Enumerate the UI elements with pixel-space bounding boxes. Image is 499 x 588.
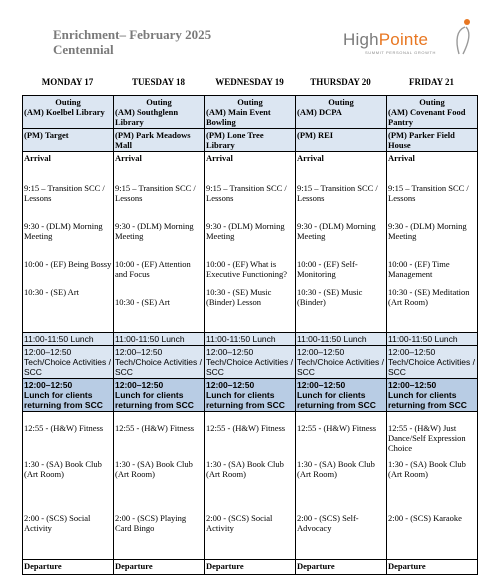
departure-cell: Departure	[23, 560, 114, 575]
morning-cell-thursday: Arrival 9:15 – Transition SCC / Lessons 9:30 - (DLM) Morning Meeting 10:00 - (EF) Self-Monitoring 10:30 - (SE) Music (Binder)	[296, 152, 387, 333]
tech-choice-cell: 12:00–12:50 Tech/Choice Activities / SCC	[23, 346, 114, 379]
pm-outing-cell: (PM) Target	[23, 129, 114, 152]
scc-lunch-cell: 12:00–12:50 Lunch for clients returning from SCC	[114, 379, 205, 412]
afternoon-block-row	[23, 412, 478, 560]
scc-lunch-row	[23, 379, 478, 412]
afternoon-cell-tuesday: 12:55 - (H&W) Fitness 1:30 - (SA) Book Club (Art Room) 2:00 - (SCS) Playing Card Bingo	[114, 412, 205, 560]
tech-choice-cell: 12:00–12:50 Tech/Choice Activities / SCC	[387, 346, 478, 379]
afternoon-cell-wednesday: 12:55 - (H&W) Fitness 1:30 - (SA) Book Club (Art Room) 2:00 - (SCS) Social Activity	[205, 412, 296, 560]
departure-row	[23, 560, 478, 575]
logo-wordmark: HighPointe	[343, 30, 429, 49]
morning-cell-friday: Arrival 9:15 – Transition SCC / Lessons 9:30 - (DLM) Morning Meeting 10:00 - (EF) Time Management 10:30 - (SE) Meditation (Art Room)	[387, 152, 478, 333]
am-outing-cell: Outing (AM) Koelbel Library	[23, 96, 114, 129]
highpointe-logo	[343, 18, 473, 60]
tech-choice-cell: 12:00–12:50 Tech/Choice Activities / SCC	[114, 346, 205, 379]
tech-choice-cell: 12:00–12:50 Tech/Choice Activities / SCC	[296, 346, 387, 379]
departure-cell: Departure	[205, 560, 296, 575]
afternoon-cell-thursday: 12:55 - (H&W) Fitness 1:30 - (SA) Book Club (Art Room) 2:00 - (SCS) Self-Advocacy	[296, 412, 387, 560]
departure-cell: Departure	[387, 560, 478, 575]
afternoon-cell-friday: 12:55 - (H&W) Just Dance/Self Expression Choice 1:30 - (SA) Book Club (Art Room) 2:00 - (SCS) Karaoke	[387, 412, 478, 560]
pm-outing-cell: (PM) REI	[296, 129, 387, 152]
scc-lunch-cell: 12:00–12:50 Lunch for clients returning from SCC	[296, 379, 387, 412]
morning-block-row	[23, 152, 478, 333]
schedule-table	[22, 95, 478, 575]
day-header-tuesday: TUESDAY 18	[131, 77, 186, 87]
title-line-2: Centennial	[53, 42, 114, 57]
pm-outing-cell: (PM) Park Meadows Mall	[114, 129, 205, 152]
day-header-friday: FRIDAY 21	[408, 77, 455, 87]
day-header-row	[22, 77, 477, 87]
pm-outing-row	[23, 129, 478, 152]
scc-lunch-cell: 12:00–12:50 Lunch for clients returning from SCC	[205, 379, 296, 412]
lunch-cell: 11:00-11:50 Lunch	[205, 333, 296, 346]
am-outing-cell: Outing (AM) Southglenn Library	[114, 96, 205, 129]
lunch-cell: 11:00-11:50 Lunch	[114, 333, 205, 346]
title-line-1: Enrichment– February 2025	[53, 27, 212, 42]
person-figure-icon	[451, 18, 473, 56]
pm-outing-cell: (PM) Parker Field House	[387, 129, 478, 152]
tech-choice-row	[23, 346, 478, 379]
am-outing-cell: Outing (AM) DCPA	[296, 96, 387, 129]
scc-lunch-cell: 12:00–12:50 Lunch for clients returning from SCC	[23, 379, 114, 412]
morning-cell-tuesday: Arrival 9:15 – Transition SCC / Lessons 9:30 - (DLM) Morning Meeting 10:00 - (EF) Attention and Focus 10:30 - (SE) Art	[114, 152, 205, 333]
departure-cell: Departure	[114, 560, 205, 575]
lunch-cell: 11:00-11:50 Lunch	[296, 333, 387, 346]
lunch-cell: 11:00-11:50 Lunch	[23, 333, 114, 346]
scc-lunch-cell: 12:00–12:50 Lunch for clients returning from SCC	[387, 379, 478, 412]
logo-tagline: SUMMIT PERSONAL GROWTH	[365, 50, 436, 55]
morning-cell-monday: Arrival 9:15 – Transition SCC / Lessons 9:30 - (DLM) Morning Meeting 10:00 - (EF) Being Bossy 10:30 - (SE) Art	[23, 152, 114, 333]
morning-cell-wednesday: Arrival 9:15 – Transition SCC / Lessons 9:30 - (DLM) Morning Meeting 10:00 - (EF) What is Executive Functioning? 10:30 - (SE) Music (Binder) Lesson	[205, 152, 296, 333]
am-outing-row	[23, 96, 478, 129]
tech-choice-cell: 12:00–12:50 Tech/Choice Activities / SCC	[205, 346, 296, 379]
day-header-thursday: THURSDAY 20	[310, 77, 371, 87]
lunch-row	[23, 333, 478, 346]
day-header-wednesday: WEDNESDAY 19	[215, 77, 284, 87]
document-title	[53, 27, 211, 57]
lunch-cell: 11:00-11:50 Lunch	[387, 333, 478, 346]
departure-cell: Departure	[296, 560, 387, 575]
pm-outing-cell: (PM) Lone Tree Library	[205, 129, 296, 152]
day-header-monday: MONDAY 17	[41, 77, 94, 87]
am-outing-cell: Outing (AM) Covenant Food Pantry	[387, 96, 478, 129]
afternoon-cell-monday: 12:55 - (H&W) Fitness 1:30 - (SA) Book Club (Art Room) 2:00 - (SCS) Social Activity	[23, 412, 114, 560]
am-outing-cell: Outing (AM) Main Event Bowling	[205, 96, 296, 129]
